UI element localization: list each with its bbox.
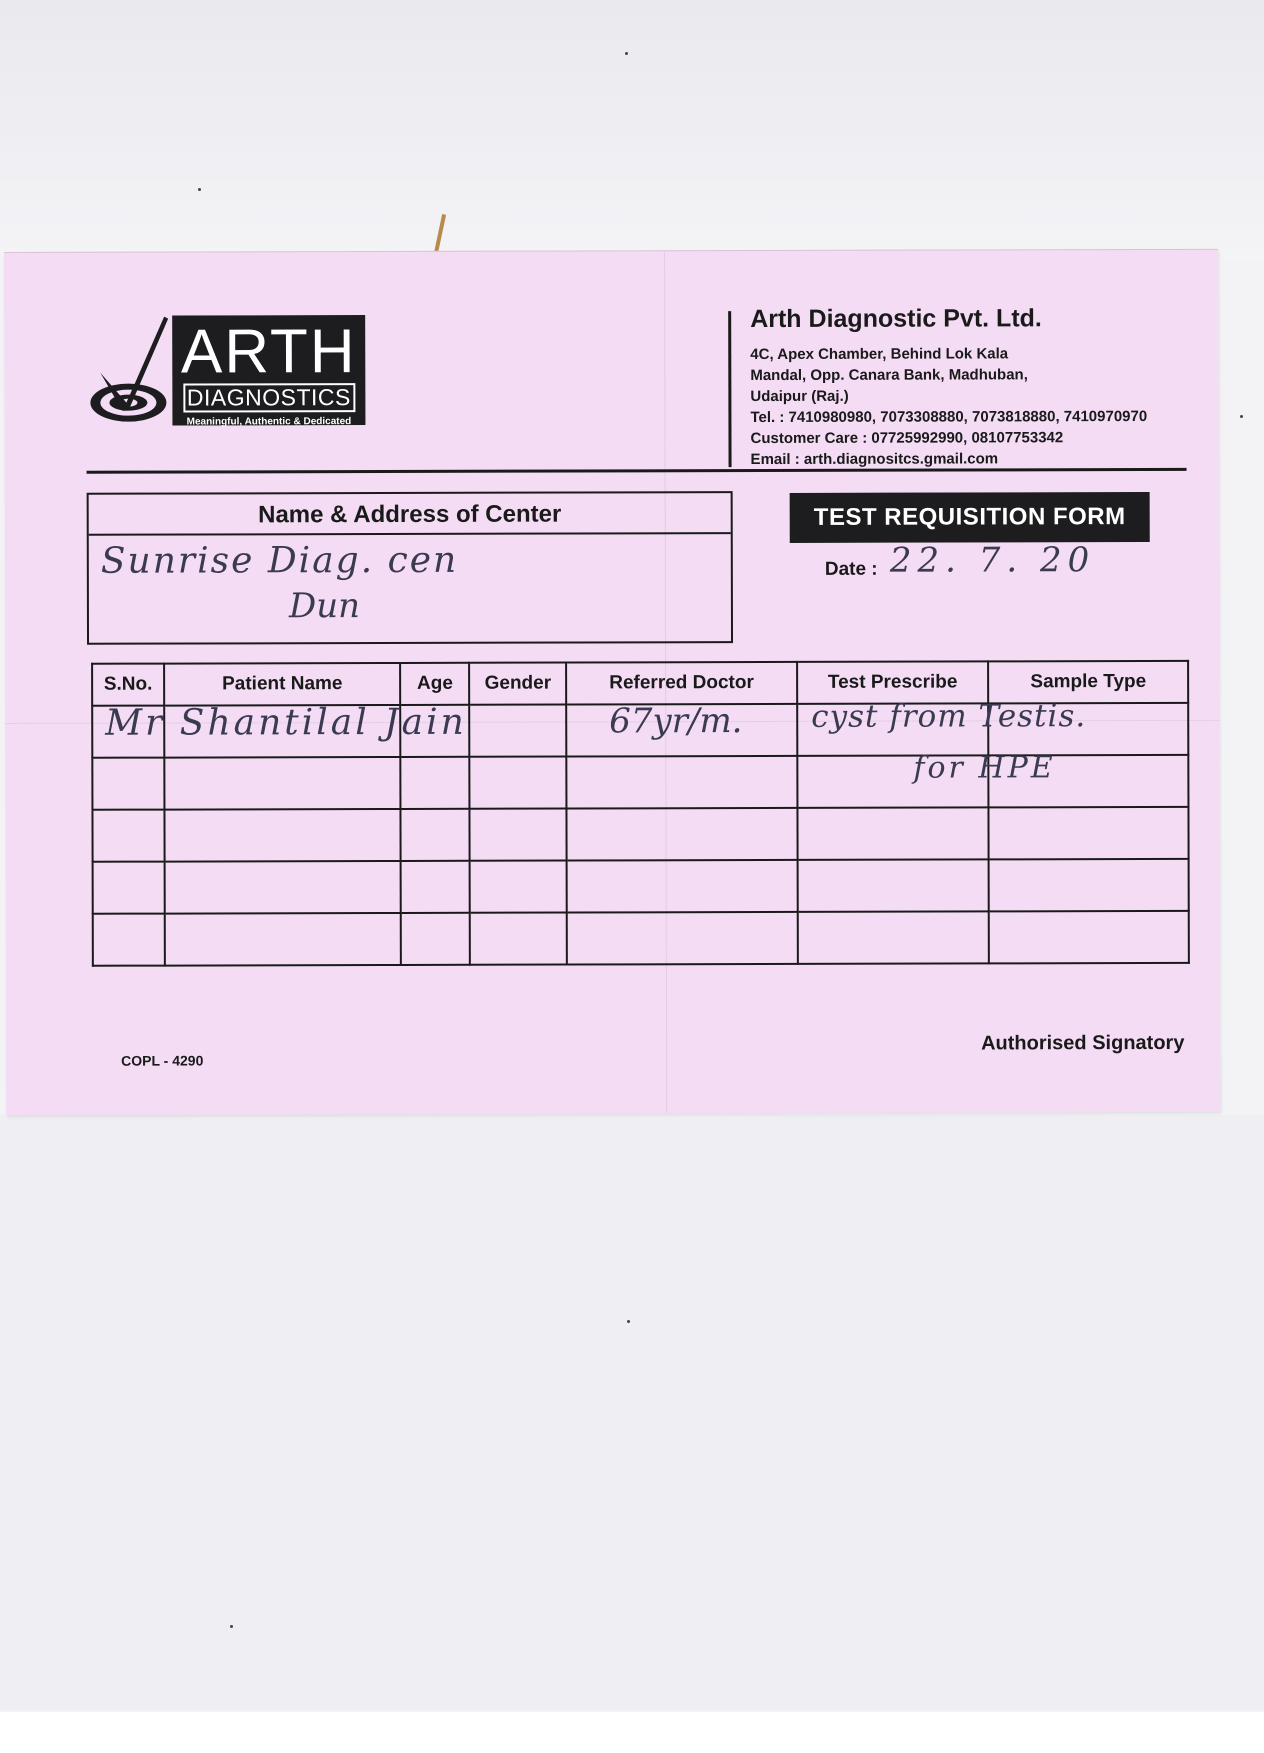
- requisition-form-sheet: [4, 249, 1220, 1115]
- column-header: S.No.: [92, 664, 164, 706]
- speck: [625, 52, 628, 55]
- speck: [198, 188, 201, 191]
- table-row: [92, 807, 1188, 862]
- speck: [230, 1625, 233, 1628]
- column-header: Sample Type: [988, 661, 1188, 704]
- column-header: Referred Doctor: [566, 662, 797, 705]
- company-name: Arth Diagnostic Pvt. Ltd.: [750, 304, 1042, 334]
- center-address-box: [87, 491, 733, 645]
- company-details: [750, 304, 1147, 470]
- patient-name-handwriting: Mr Shantilal Jain: [105, 701, 467, 744]
- doctor-handwriting: 67yr/m.: [609, 701, 743, 742]
- header-divider: [728, 311, 731, 467]
- form-title: TEST REQUISITION FORM: [790, 492, 1150, 543]
- authorised-signatory: Authorised Signatory: [981, 1031, 1185, 1055]
- scan-background-bottom: [0, 1115, 1264, 1710]
- speck: [627, 1320, 630, 1323]
- date-handwriting: 22. 7. 20: [889, 540, 1096, 581]
- center-heading: Name & Address of Center: [89, 493, 731, 536]
- customer-care-line: Customer Care : 07725992990, 08107753342: [750, 429, 1064, 448]
- column-header: Test Prescribe: [797, 661, 989, 704]
- logo-tagline: Meaningful, Authentic & Dedicated: [186, 416, 352, 428]
- date-label: Date :: [824, 558, 878, 580]
- address-line: Udaipur (Raj.): [750, 387, 849, 406]
- column-header: Age: [400, 663, 469, 705]
- scan-edge: [0, 1712, 1264, 1753]
- test-handwriting: cyst from Testis.: [811, 698, 1087, 735]
- logo-main-text: ARTH: [180, 317, 357, 387]
- table-row: [93, 859, 1189, 914]
- column-header: Gender: [469, 663, 566, 705]
- form-code: COPL - 4290: [121, 1052, 204, 1069]
- column-header: Patient Name: [164, 663, 401, 706]
- arth-logo: [86, 310, 376, 426]
- address-line: Mandal, Opp. Canara Bank, Madhuban,: [750, 366, 1028, 385]
- sample-handwriting: for HPE: [913, 750, 1056, 786]
- logo-sub-text: DIAGNOSTICS: [183, 383, 355, 412]
- table-row: [93, 911, 1189, 966]
- telephone-line: Tel. : 7410980980, 7073308880, 7073818880, 7410970970: [750, 408, 1148, 427]
- email-line: Email : arth.diagnositcs.gmail.com: [750, 450, 999, 469]
- target-check-icon: [86, 311, 176, 426]
- logo-wordmark: [172, 315, 365, 426]
- header-rule: [87, 468, 1187, 474]
- speck: [1240, 415, 1243, 418]
- center-handwriting: Sunrise Diag. cen: [100, 539, 459, 582]
- scan-background-top: [0, 0, 1264, 260]
- address-line: 4C, Apex Chamber, Behind Lok Kala: [750, 345, 1009, 364]
- center-handwriting: Dun: [288, 586, 361, 627]
